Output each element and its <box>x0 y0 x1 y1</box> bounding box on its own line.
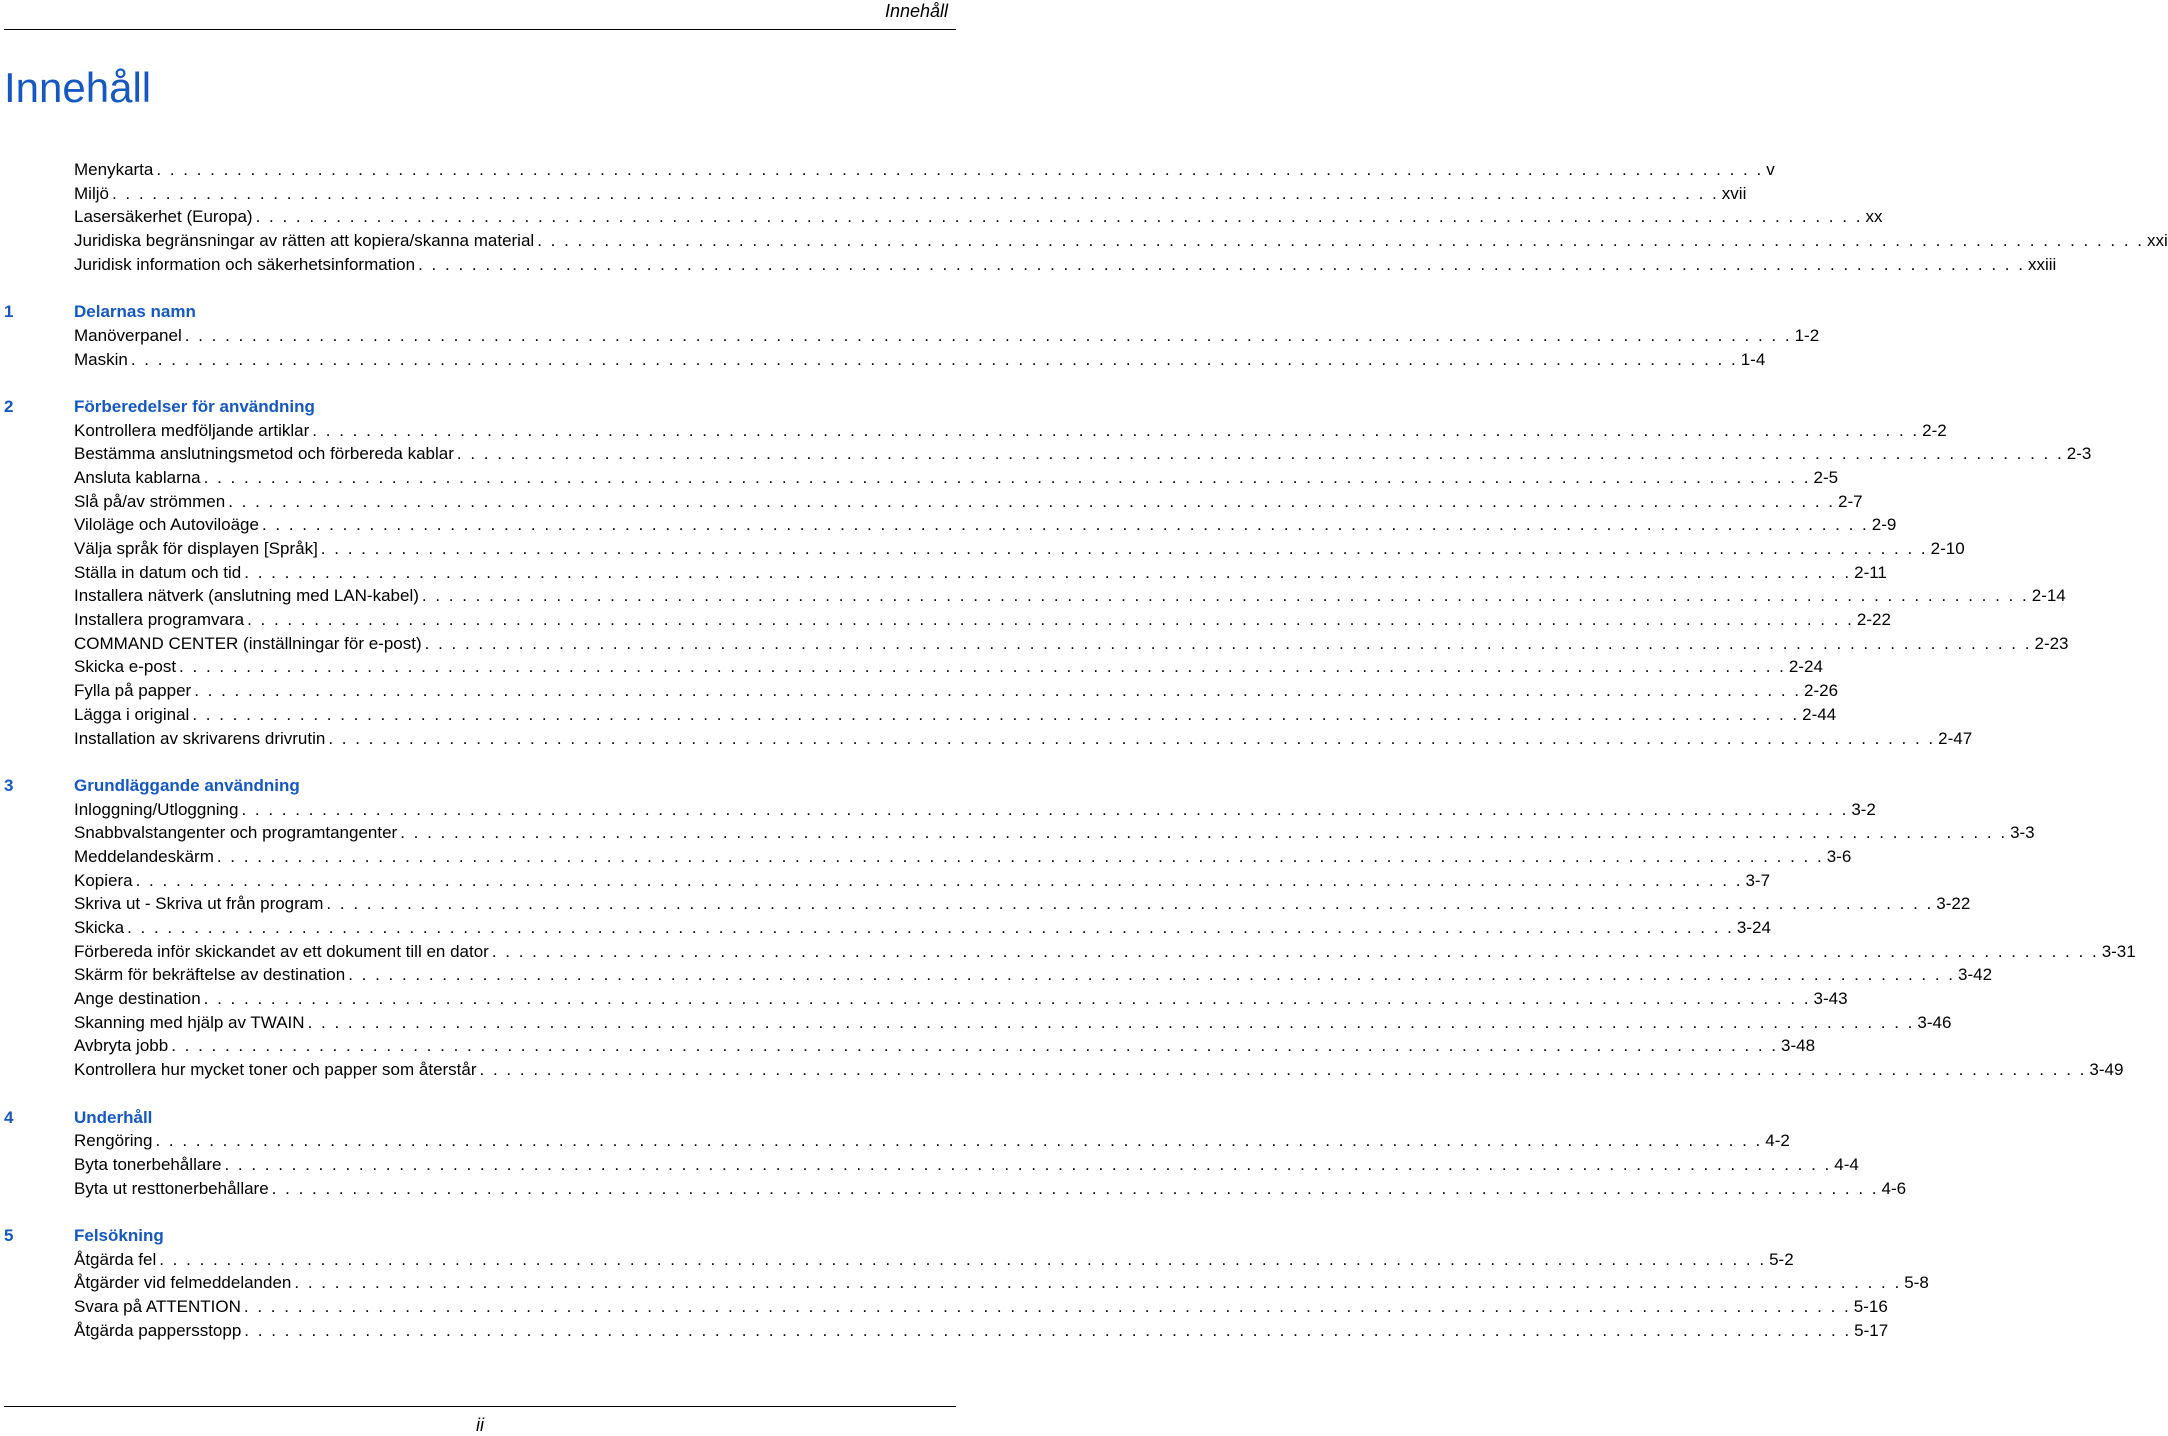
toc-entry-page: 2-10 <box>1930 539 1965 558</box>
toc-entry-page: 2-23 <box>2034 633 2069 653</box>
chapter-number: 1 <box>4 302 14 322</box>
chapter-number: 4 <box>4 1107 14 1127</box>
toc-entry[interactable] <box>0 1153 1859 1177</box>
toc-entry-title: Skicka <box>74 918 125 937</box>
toc-entry-page: 1-4 <box>1740 349 1766 369</box>
chapter-heading[interactable] <box>0 1106 960 1130</box>
dot-leader: . . . . . . . . . . . . . . . . . . . . . . . . . . . . . . . . . . . . . . . . . . . . . . . . . . . . . . . . . . . . . . . . . . . . . . . . . . . . . . . . . . . . . . . . . . . . . . . . . . . . . . . . . . . . . . . . . . . . . . . . <box>127 918 1734 937</box>
dot-leader: . . . . . . . . . . . . . . . . . . . . . . . . . . . . . . . . . . . . . . . . . . . . . . . . . . . . . . . . . . . . . . . . . . . . . . . . . . . . . . . . . . . . . . . . . . . . . . . . . . . . . . . . . . . . . . . . . . . . . . . . <box>307 1012 1915 1032</box>
dot-leader: . . . . . . . . . . . . . . . . . . . . . . . . . . . . . . . . . . . . . . . . . . . . . . . . . . . . . . . . . . . . . . . . . . . . . . . . . . . . . . . . . . . . . . . . . . . . . . . . . . . . . . . . . . . . . . . . . . . . . . . . <box>491 941 2099 961</box>
toc-entry[interactable] <box>0 158 1775 182</box>
toc-entry-title: Bestämma anslutningsmetod och förbereda kablar <box>74 444 454 464</box>
toc-entry[interactable] <box>0 869 1771 893</box>
toc-entry[interactable] <box>0 1295 1888 1319</box>
dot-leader: . . . . . . . . . . . . . . . . . . . . . . . . . . . . . . . . . . . . . . . . . . . . . . . . . . . . . . . . . . . . . . . . . . . . . . . . . . . . . . . . . . . . . . . . . . . . . . . . . . . . . . . . . . . . . . . . . . . . . . . . <box>111 183 1719 203</box>
dot-leader: . . . . . . . . . . . . . . . . . . . . . . . . . . . . . . . . . . . . . . . . . . . . . . . . . . . . . . . . . . . . . . . . . . . . . . . . . . . . . . . . . . . . . . . . . . . . . . . . . . . . . . . . . . . . . . . . . . . . . . . . <box>421 586 2029 606</box>
toc-entry[interactable] <box>0 513 1897 537</box>
dot-leader: . . . . . . . . . . . . . . . . . . . . . . . . . . . . . . . . . . . . . . . . . . . . . . . . . . . . . . . . . . . . . . . . . . . . . . . . . . . . . . . . . . . . . . . . . . . . . . . . . . . . . . . . . . . . . . . . . . . . . . . . <box>184 325 1792 345</box>
dot-leader: . . . . . . . . . . . . . . . . . . . . . . . . . . . . . . . . . . . . . . . . . . . . . . . . . . . . . . . . . . . . . . . . . . . . . . . . . . . . . . . . . . . . . . . . . . . . . . . . . . . . . . . . . . . . . . . . . . . . . . . . <box>159 1249 1767 1269</box>
toc-entry[interactable] <box>0 324 1820 348</box>
dot-leader: . . . . . . . . . . . . . . . . . . . . . . . . . . . . . . . . . . . . . . . . . . . . . . . . . . . . . . . . . . . . . . . . . . . . . . . . . . . . . . . . . . . . . . . . . . . . . . . . . . . . . . . . . . . . . . . . . . . . . . . . <box>400 823 2008 843</box>
toc-entry-title: Juridisk information och säkerhetsinformation <box>74 254 416 274</box>
toc-spacer <box>0 1082 960 1106</box>
dot-leader: . . . . . . . . . . . . . . . . . . . . . . . . . . . . . . . . . . . . . . . . . . . . . . . . . . . . . . . . . . . . . . . . . . . . . . . . . . . . . . . . . . . . . . . . . . . . . . . . . . . . . . . . . . . . . . . . . . . . . . . . <box>312 420 1920 440</box>
toc-entry-page: 2-26 <box>1804 681 1839 701</box>
toc-entry-title: Installera nätverk (anslutning med LAN-kabel) <box>74 586 419 606</box>
toc-entry-page: 3-43 <box>1813 989 1848 1009</box>
toc-entry-page: 2-14 <box>2031 586 2066 606</box>
dot-leader: . . . . . . . . . . . . . . . . . . . . . . . . . . . . . . . . . . . . . . . . . . . . . . . . . . . . . . . . . . . . . . . . . . . . . . . . . . . . . . . . . . . . . . . . . . . . . . . . . . . . . . . . . . . . . . . . . . . . . . . . <box>348 965 1956 985</box>
page-title: Innehåll <box>4 64 152 111</box>
toc-entry[interactable] <box>0 1034 1816 1058</box>
dot-leader: . . . . . . . . . . . . . . . . . . . . . . . . . . . . . . . . . . . . . . . . . . . . . . . . . . . . . . . . . . . . . . . . . . . . . . . . . . . . . . . . . . . . . . . . . . . . . . . . . . . . . . . . . . . . . . . . . . . . . . . . <box>156 160 1764 179</box>
toc-entry-title: Inloggning/Utloggning <box>74 799 239 819</box>
toc-entry-page: 2-44 <box>1802 704 1837 724</box>
toc-entry[interactable] <box>0 892 1971 916</box>
toc-entry-page: 3-2 <box>1851 799 1876 819</box>
chapter-number: 2 <box>4 396 14 416</box>
toc-entry-title: Ansluta kablarna <box>74 467 201 487</box>
chapter-heading[interactable] <box>0 395 960 419</box>
toc-entry[interactable] <box>0 348 1766 372</box>
table-of-contents <box>0 158 2168 1342</box>
dot-leader: . . . . . . . . . . . . . . . . . . . . . . . . . . . . . . . . . . . . . . . . . . . . . . . . . . . . . . . . . . . . . . . . . . . . . . . . . . . . . . . . . . . . . . . . . . . . . . . . . . . . . . . . . . . . . . . . . . . . . . . . <box>216 846 1824 866</box>
dot-leader: . . . . . . . . . . . . . . . . . . . . . . . . . . . . . . . . . . . . . . . . . . . . . . . . . . . . . . . . . . . . . . . . . . . . . . . . . . . . . . . . . . . . . . . . . . . . . . . . . . . . . . . . . . . . . . . . . . . . . . . . <box>203 467 1811 487</box>
toc-entry-title: Skriva ut - Skriva ut från program <box>74 894 324 914</box>
dot-leader: . . . . . . . . . . . . . . . . . . . . . . . . . . . . . . . . . . . . . . . . . . . . . . . . . . . . . . . . . . . . . . . . . . . . . . . . . . . . . . . . . . . . . . . . . . . . . . . . . . . . . . . . . . . . . . . . . . . . . . . . <box>179 657 1786 677</box>
dot-leader: . . . . . . . . . . . . . . . . . . . . . . . . . . . . . . . . . . . . . . . . . . . . . . . . . . . . . . . . . . . . . . . . . . . . . . . . . . . . . . . . . . . . . . . . . . . . . . . . . . . . . . . . . . . . . . . . . . . . . . . . <box>479 1060 2087 1080</box>
page-number: ii <box>476 1415 484 1435</box>
chapter-title: Underhåll <box>74 1107 153 1127</box>
dot-leader: . . . . . . . . . . . . . . . . . . . . . . . . . . . . . . . . . . . . . . . . . . . . . . . . . . . . . . . . . . . . . . . . . . . . . . . . . . . . . . . . . . . . . . . . . . . . . . . . . . . . . . . . . . . . . . . . . . . . . . . . <box>255 207 1863 227</box>
dot-leader: . . . . . . . . . . . . . . . . . . . . . . . . . . . . . . . . . . . . . . . . . . . . . . . . . . . . . . . . . . . . . . . . . . . . . . . . . . . . . . . . . . . . . . . . . . . . . . . . . . . . . . . . . . . . . . . . . . . . . . . . <box>135 870 1743 890</box>
toc-entry-page: 4-4 <box>1834 1154 1859 1174</box>
chapter-title: Delarnas namn <box>74 302 196 322</box>
toc-entry-title: Installation av skrivarens drivrutin <box>74 728 326 748</box>
chapter-heading[interactable] <box>0 300 960 324</box>
toc-entry[interactable] <box>0 419 1947 443</box>
toc-entry-title: Skicka e-post <box>74 657 177 677</box>
dot-leader: . . . . . . . . . . . . . . . . . . . . . . . . . . . . . . . . . . . . . . . . . . . . . . . . . . . . . . . . . . . . . . . . . . . . . . . . . . . . . . . . . . . . . . . . . . . . . . . . . . . . . . . . . . . . . . . . . . . . . . . . <box>424 633 2032 653</box>
toc-entry-page: 2-22 <box>1856 610 1891 630</box>
toc-entry[interactable] <box>0 205 1883 229</box>
toc-entry[interactable] <box>0 537 1965 561</box>
dot-leader: . . . . . . . . . . . . . . . . . . . . . . . . . . . . . . . . . . . . . . . . . . . . . . . . . . . . . . . . . . . . . . . . . . . . . . . . . . . . . . . . . . . . . . . . . . . . . . . . . . . . . . . . . . . . . . . . . . . . . . . . <box>244 562 1852 582</box>
toc-entry[interactable] <box>0 703 1837 727</box>
toc-entry-title: Skärm för bekräftelse av destination <box>74 965 346 985</box>
toc-entry-title: Lägga i original <box>74 704 190 724</box>
toc-entry-page: xxiii <box>2027 254 2057 274</box>
toc-entry[interactable] <box>0 727 1973 751</box>
toc-entry-page: 3-49 <box>2089 1060 2124 1080</box>
toc-entry-page: 3-46 <box>1917 1012 1952 1032</box>
toc-entry-page: 2-11 <box>1854 562 1887 582</box>
toc-entry-page: 2-9 <box>1871 515 1897 535</box>
dot-leader: . . . . . . . . . . . . . . . . . . . . . . . . . . . . . . . . . . . . . . . . . . . . . . . . . . . . . . . . . . . . . . . . . . . . . . . . . . . . . . . . . . . . . . . . . . . . . . . . . . . . . . . . . . . . . . . . . . . . . . . . <box>271 1178 1879 1198</box>
toc-entry-page: 4-6 <box>1881 1178 1907 1198</box>
chapter-number: 3 <box>4 775 14 795</box>
toc-entry-title: Meddelandeskärm <box>74 846 214 866</box>
toc-entry-title: Snabbvalstangenter och programtangenter <box>74 823 398 843</box>
toc-entry-page: 3-24 <box>1736 918 1771 937</box>
toc-spacer <box>0 1200 960 1224</box>
toc-entry-page: 5-2 <box>1769 1249 1794 1269</box>
toc-entry-title: Åtgärda pappersstopp <box>74 1320 242 1340</box>
dot-leader: . . . . . . . . . . . . . . . . . . . . . . . . . . . . . . . . . . . . . . . . . . . . . . . . . . . . . . . . . . . . . . . . . . . . . . . . . . . . . . . . . . . . . . . . . . . . . . . . . . . . . . . . . . . . . . . . . . . . . . . . <box>294 1273 1902 1293</box>
toc-entry-title: Manöverpanel <box>74 325 182 345</box>
toc-entry-title: Lasersäkerhet (Europa) <box>74 207 253 227</box>
toc-entry[interactable] <box>0 655 1823 679</box>
dot-leader: . . . . . . . . . . . . . . . . . . . . . . . . . . . . . . . . . . . . . . . . . . . . . . . . . . . . . . . . . . . . . . . . . . . . . . . . . . . . . . . . . . . . . . . . . . . . . . . . . . . . . . . . . . . . . . . . . . . . . . . . <box>155 1131 1763 1151</box>
toc-entry-page: 5-17 <box>1854 1320 1889 1340</box>
toc-entry[interactable] <box>0 253 2057 277</box>
toc-entry-title: Ställa in datum och tid <box>74 562 242 582</box>
toc-entry[interactable] <box>0 442 2092 466</box>
toc-entry-title: COMMAND CENTER (inställningar för e-post) <box>74 633 422 653</box>
dot-leader: . . . . . . . . . . . . . . . . . . . . . . . . . . . . . . . . . . . . . . . . . . . . . . . . . . . . . . . . . . . . . . . . . . . . . . . . . . . . . . . . . . . . . . . . . . . . . . . . . . . . . . . . . . . . . . . . . . . . . . . . <box>320 539 1928 558</box>
toc-entry-page: xx <box>1865 207 1883 227</box>
dot-leader: . . . . . . . . . . . . . . . . . . . . . . . . . . . . . . . . . . . . . . . . . . . . . . . . . . . . . . . . . . . . . . . . . . . . . . . . . . . . . . . . . . . . . . . . . . . . . . . . . . . . . . . . . . . . . . . . . . . . . . . . <box>537 231 2145 251</box>
toc-entry-title: Ange destination <box>74 989 201 1009</box>
toc-entry[interactable] <box>0 1129 1790 1153</box>
toc-entry-page: 3-31 <box>2101 941 2136 961</box>
toc-spacer <box>0 750 960 774</box>
toc-entry-title: Viloläge och Autoviloäge <box>74 515 259 535</box>
dot-leader: . . . . . . . . . . . . . . . . . . . . . . . . . . . . . . . . . . . . . . . . . . . . . . . . . . . . . . . . . . . . . . . . . . . . . . . . . . . . . . . . . . . . . . . . . . . . . . . . . . . . . . . . . . . . . . . . . . . . . . . . <box>130 349 1738 369</box>
toc-entry[interactable] <box>0 798 1876 822</box>
toc-entry-page: xxi <box>2147 231 2168 251</box>
toc-entry[interactable] <box>0 845 1852 869</box>
toc-entry-title: Avbryta jobb <box>74 1036 169 1056</box>
toc-entry-title: Kopiera <box>74 870 133 890</box>
toc-entry-page: 1-2 <box>1794 325 1820 345</box>
toc-entry[interactable] <box>0 561 1887 585</box>
toc-entry[interactable] <box>0 466 1839 490</box>
toc-entry-title: Åtgärda fel <box>74 1249 157 1269</box>
toc-entry[interactable] <box>0 1319 1889 1343</box>
dot-leader: . . . . . . . . . . . . . . . . . . . . . . . . . . . . . . . . . . . . . . . . . . . . . . . . . . . . . . . . . . . . . . . . . . . . . . . . . . . . . . . . . . . . . . . . . . . . . . . . . . . . . . . . . . . . . . . . . . . . . . . . <box>194 681 1802 701</box>
toc-entry-title: Byta tonerbehållare <box>74 1154 222 1174</box>
toc-entry-page: 3-3 <box>2010 823 2035 843</box>
toc-entry-page: v <box>1766 160 1775 179</box>
toc-entry[interactable] <box>0 963 1993 987</box>
dot-leader: . . . . . . . . . . . . . . . . . . . . . . . . . . . . . . . . . . . . . . . . . . . . . . . . . . . . . . . . . . . . . . . . . . . . . . . . . . . . . . . . . . . . . . . . . . . . . . . . . . . . . . . . . . . . . . . . . . . . . . . . <box>418 254 2025 274</box>
toc-entry-page: 5-8 <box>1904 1273 1929 1293</box>
toc-entry-title: Svara på ATTENTION <box>74 1297 241 1316</box>
toc-entry-page: 5-16 <box>1853 1297 1888 1316</box>
dot-leader: . . . . . . . . . . . . . . . . . . . . . . . . . . . . . . . . . . . . . . . . . . . . . . . . . . . . . . . . . . . . . . . . . . . . . . . . . . . . . . . . . . . . . . . . . . . . . . . . . . . . . . . . . . . . . . . . . . . . . . . . <box>228 491 1836 511</box>
toc-entry-page: 2-7 <box>1838 491 1863 511</box>
toc-entry-title: Rengöring <box>74 1131 153 1151</box>
chapter-heading[interactable] <box>0 774 960 798</box>
running-header: Innehåll <box>884 1 948 21</box>
toc-entry[interactable] <box>0 679 1839 703</box>
toc-entry[interactable] <box>0 940 2136 964</box>
chapter-title: Förberedelser för användning <box>74 396 315 416</box>
toc-spacer <box>0 371 960 395</box>
toc-entry-title: Miljö <box>74 183 109 203</box>
toc-spacer <box>0 276 960 300</box>
dot-leader: . . . . . . . . . . . . . . . . . . . . . . . . . . . . . . . . . . . . . . . . . . . . . . . . . . . . . . . . . . . . . . . . . . . . . . . . . . . . . . . . . . . . . . . . . . . . . . . . . . . . . . . . . . . . . . . . . . . . . . . . <box>224 1154 1832 1174</box>
chapter-title: Grundläggande användning <box>74 775 300 795</box>
toc-entry-page: 3-7 <box>1745 870 1771 890</box>
dot-leader: . . . . . . . . . . . . . . . . . . . . . . . . . . . . . . . . . . . . . . . . . . . . . . . . . . . . . . . . . . . . . . . . . . . . . . . . . . . . . . . . . . . . . . . . . . . . . . . . . . . . . . . . . . . . . . . . . . . . . . . . <box>456 444 2064 464</box>
toc-entry-page: 4-2 <box>1765 1131 1790 1151</box>
dot-leader: . . . . . . . . . . . . . . . . . . . . . . . . . . . . . . . . . . . . . . . . . . . . . . . . . . . . . . . . . . . . . . . . . . . . . . . . . . . . . . . . . . . . . . . . . . . . . . . . . . . . . . . . . . . . . . . . . . . . . . . . <box>244 1320 1852 1340</box>
dot-leader: . . . . . . . . . . . . . . . . . . . . . . . . . . . . . . . . . . . . . . . . . . . . . . . . . . . . . . . . . . . . . . . . . . . . . . . . . . . . . . . . . . . . . . . . . . . . . . . . . . . . . . . . . . . . . . . . . . . . . . . . <box>328 728 1936 748</box>
toc-entry-title: Skanning med hjälp av TWAIN <box>74 1012 305 1032</box>
dot-leader: . . . . . . . . . . . . . . . . . . . . . . . . . . . . . . . . . . . . . . . . . . . . . . . . . . . . . . . . . . . . . . . . . . . . . . . . . . . . . . . . . . . . . . . . . . . . . . . . . . . . . . . . . . . . . . . . . . . . . . . . <box>171 1036 1779 1056</box>
toc-entry[interactable] <box>0 229 2168 253</box>
dot-leader: . . . . . . . . . . . . . . . . . . . . . . . . . . . . . . . . . . . . . . . . . . . . . . . . . . . . . . . . . . . . . . . . . . . . . . . . . . . . . . . . . . . . . . . . . . . . . . . . . . . . . . . . . . . . . . . . . . . . . . . . <box>192 704 1800 724</box>
toc-entry-title: Åtgärder vid felmeddelanden <box>74 1273 292 1293</box>
toc-entry[interactable] <box>0 182 1747 206</box>
toc-entry-page: 3-22 <box>1936 894 1971 914</box>
toc-entry-page: xvii <box>1721 183 1747 203</box>
toc-entry[interactable] <box>0 490 1863 514</box>
toc-entry-page: 2-3 <box>2066 444 2092 464</box>
toc-entry-title: Kontrollera medföljande artiklar <box>74 420 310 440</box>
toc-entry[interactable] <box>0 1177 1907 1201</box>
dot-leader: . . . . . . . . . . . . . . . . . . . . . . . . . . . . . . . . . . . . . . . . . . . . . . . . . . . . . . . . . . . . . . . . . . . . . . . . . . . . . . . . . . . . . . . . . . . . . . . . . . . . . . . . . . . . . . . . . . . . . . . . <box>203 989 1811 1009</box>
toc-entry[interactable] <box>0 821 2035 845</box>
toc-entry-page: 2-2 <box>1922 420 1947 440</box>
chapter-heading[interactable] <box>0 1224 960 1248</box>
toc-entry-page: 3-42 <box>1958 965 1993 985</box>
toc-entry-title: Slå på/av strömmen <box>74 491 226 511</box>
toc-entry-page: 2-5 <box>1813 467 1839 487</box>
toc-entry-title: Välja språk för displayen [Språk] <box>74 539 318 558</box>
toc-entry-title: Kontrollera hur mycket toner och papper som återstår <box>74 1060 477 1080</box>
toc-entry-title: Fylla på papper <box>74 681 192 701</box>
dot-leader: . . . . . . . . . . . . . . . . . . . . . . . . . . . . . . . . . . . . . . . . . . . . . . . . . . . . . . . . . . . . . . . . . . . . . . . . . . . . . . . . . . . . . . . . . . . . . . . . . . . . . . . . . . . . . . . . . . . . . . . . <box>241 799 1849 819</box>
dot-leader: . . . . . . . . . . . . . . . . . . . . . . . . . . . . . . . . . . . . . . . . . . . . . . . . . . . . . . . . . . . . . . . . . . . . . . . . . . . . . . . . . . . . . . . . . . . . . . . . . . . . . . . . . . . . . . . . . . . . . . . . <box>261 515 1869 535</box>
dot-leader: . . . . . . . . . . . . . . . . . . . . . . . . . . . . . . . . . . . . . . . . . . . . . . . . . . . . . . . . . . . . . . . . . . . . . . . . . . . . . . . . . . . . . . . . . . . . . . . . . . . . . . . . . . . . . . . . . . . . . . . . <box>243 1297 1851 1316</box>
toc-entry[interactable] <box>0 1058 2124 1082</box>
footer-rule <box>4 1406 956 1407</box>
chapter-title: Felsökning <box>74 1225 164 1245</box>
toc-entry[interactable] <box>0 632 2069 656</box>
toc-entry[interactable] <box>0 1011 1952 1035</box>
toc-entry[interactable] <box>0 608 1891 632</box>
dot-leader: . . . . . . . . . . . . . . . . . . . . . . . . . . . . . . . . . . . . . . . . . . . . . . . . . . . . . . . . . . . . . . . . . . . . . . . . . . . . . . . . . . . . . . . . . . . . . . . . . . . . . . . . . . . . . . . . . . . . . . . . <box>326 894 1934 914</box>
toc-entry[interactable] <box>0 584 2066 608</box>
toc-entry[interactable] <box>0 916 1771 940</box>
dot-leader: . . . . . . . . . . . . . . . . . . . . . . . . . . . . . . . . . . . . . . . . . . . . . . . . . . . . . . . . . . . . . . . . . . . . . . . . . . . . . . . . . . . . . . . . . . . . . . . . . . . . . . . . . . . . . . . . . . . . . . . . <box>247 610 1854 630</box>
toc-entry-title: Menykarta <box>74 160 154 179</box>
toc-entry[interactable] <box>0 987 1848 1011</box>
toc-entry-title: Maskin <box>74 349 128 369</box>
toc-entry-page: 2-47 <box>1938 728 1973 748</box>
toc-entry-title: Förbereda inför skickandet av ett dokument till en dator <box>74 941 489 961</box>
header-rule <box>4 29 956 30</box>
toc-entry-page: 2-24 <box>1788 657 1823 677</box>
toc-entry-title: Byta ut resttonerbehållare <box>74 1178 269 1198</box>
toc-entry-title: Installera programvara <box>74 610 245 630</box>
toc-entry-page: 3-48 <box>1781 1036 1816 1056</box>
chapter-number: 5 <box>4 1225 14 1245</box>
toc-entry[interactable] <box>0 1271 1929 1295</box>
toc-entry[interactable] <box>0 1248 1794 1272</box>
toc-entry-page: 3-6 <box>1826 846 1852 866</box>
toc-entry-title: Juridiska begränsningar av rätten att kopiera/skanna material <box>74 231 535 251</box>
